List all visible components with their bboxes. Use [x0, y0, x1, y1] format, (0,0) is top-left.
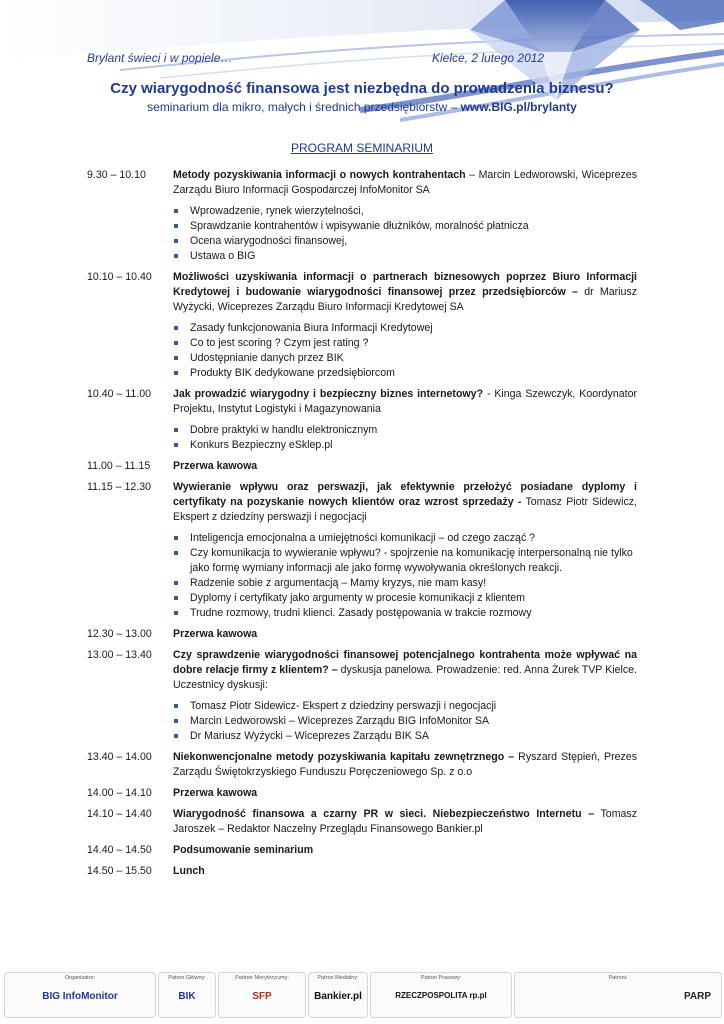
bullet-item: Sprawdzanie kontrahentów i wpisywanie dłużników, moralność płatnicza	[173, 219, 637, 234]
agenda-time: 14.50 – 15.50	[87, 865, 152, 877]
sponsor-footer	[0, 962, 724, 1024]
bullet-item: Dyplomy i certyfikaty jako argumenty w procesie komunikacji z klientem	[173, 591, 637, 606]
agenda-topic: Metody pozyskiwania informacji o nowych kontrahentach	[173, 169, 466, 181]
agenda-speaker: - Kinga Szewczyk, Koordynator Projektu, Instytut Logistyki i Magazynowania	[173, 388, 637, 415]
program-heading: PROGRAM SEMINARIUM	[290, 141, 433, 155]
agenda-time: 11.15 – 12.30	[87, 481, 152, 493]
header-tagline: Brylant świeci i w popiele…	[87, 51, 233, 65]
agenda-bullets	[173, 531, 637, 621]
agenda-speaker: Tomasz Piotr Sidewicz, Ekspert z dziedziny perswazji i negocjacji	[173, 496, 637, 523]
bullet-item: Udostępnianie danych przez BIK	[173, 351, 637, 366]
agenda-row	[87, 648, 637, 693]
agenda-description	[173, 459, 637, 474]
bullet-item: Czy komunikacja to wywieranie wpływu? - spojrzenie na komunikację interpersonalną nie tylko jako formę wymiany informacji ale jako formę wywoływania określonych reakcji.	[173, 546, 637, 576]
organizer-label: Organizator:	[64, 975, 96, 981]
organizer-box	[4, 972, 156, 1018]
agenda-topic: Wiarygodność finansowa a czarny PR w sieci. Niebezpieczeństwo Internetu –	[173, 808, 595, 820]
merit-partner-box	[218, 972, 306, 1018]
agenda-time: 13.00 – 13.40	[87, 649, 152, 661]
agenda-row	[87, 864, 637, 879]
agenda-description	[173, 843, 637, 858]
bullet-item: Trudne rozmowy, trudni klienci. Zasady postępowania w trakcie rozmowy	[173, 606, 637, 621]
bullet-item: Dr Mariusz Wyżycki – Wiceprezes Zarządu BIK SA	[173, 729, 637, 744]
gold-patron-logo: BIK	[178, 991, 196, 1002]
bullet-item: Inteligencja emocjonalna a umiejętności komunikacji – od czego zacząć ?	[173, 531, 637, 546]
page-title: Czy wiarygodność finansowa jest niezbędna do prowadzenia biznesu?	[110, 80, 614, 97]
gold-patron-label: Patron Główny:	[168, 975, 206, 981]
agenda-description	[173, 807, 637, 837]
agenda-description	[173, 168, 637, 198]
agenda-bullets	[173, 321, 637, 381]
agenda-topic: Przerwa kawowa	[173, 460, 258, 472]
agenda-description	[173, 786, 637, 801]
agenda-time: 14.40 – 14.50	[87, 844, 152, 856]
agenda-row	[87, 387, 637, 417]
subtitle-link[interactable]: www.BIG.pl/brylanty	[460, 100, 577, 114]
agenda-row	[87, 750, 637, 780]
media-patron-box	[308, 972, 368, 1018]
agenda-topic: Niekonwencjonalne metody pozyskiwania kapitału zewnętrznego –	[173, 751, 515, 763]
agenda-speaker: Tomasz Jaroszek – Redaktor Naczelny Przeglądu Finansowego Bankier.pl	[173, 808, 638, 835]
agenda-description	[173, 627, 637, 642]
merit-partner-label: Partner Merytoryczny:	[235, 975, 289, 981]
agenda-row	[87, 786, 637, 801]
agenda-bullets	[173, 423, 637, 453]
agenda-topic: Przerwa kawowa	[173, 628, 258, 640]
bullet-item: Ocena wiarygodności finansowej,	[173, 234, 637, 249]
agenda-description	[173, 864, 637, 879]
bullet-item: Marcin Ledworowski – Wiceprezes Zarządu BIG InfoMonitor SA	[173, 714, 637, 729]
agenda-bullets	[173, 204, 637, 264]
agenda-topic: Czy sprawdzenie wiarygodności finansowej potencjalnego kontrahenta może wpływać na dobre relacje firmy z klientem? –	[173, 649, 637, 676]
agenda-row	[87, 480, 637, 525]
patrons-box	[514, 972, 722, 1018]
press-patron-logo: RZECZPOSPOLITA rp.pl	[395, 991, 487, 1000]
agenda-topic: Przerwa kawowa	[173, 787, 258, 799]
organizer-logo: BIG InfoMonitor	[42, 991, 118, 1002]
patrons-logo: PARP	[683, 991, 711, 1002]
agenda-row	[87, 270, 637, 315]
agenda-time: 9.30 – 10.10	[87, 169, 146, 181]
agenda-time: 10.10 – 10.40	[87, 271, 152, 283]
media-patron-logo: Bankier.pl	[314, 991, 362, 1002]
agenda-topic: Możliwości uzyskiwania informacji o partnerach biznesowych poprzez Biuro Informacji Kredytowej i budowanie wiarygodności finansowej przez przedsiębiorców –	[173, 271, 637, 298]
agenda-time: 14.00 – 14.10	[87, 787, 152, 799]
agenda-topic: Wywieranie wpływu oraz perswazji, jak efektywnie przełożyć posiadane dyplomy i certyfikaty na pozyskanie nowych klientów oraz wzrost sprzedaży -	[173, 481, 637, 508]
media-patron-label: Patron Medialny:	[317, 975, 359, 981]
bullet-item: Ustawa o BIG	[173, 249, 637, 264]
agenda-row	[87, 459, 637, 474]
agenda-speaker: Ryszard Stępień, Prezes Zarządu Świętokrzyskiego Funduszu Poręczeniowego Sp. z o.o	[173, 751, 637, 778]
bullet-item: Konkurs Bezpieczny eSklep.pl	[173, 438, 637, 453]
press-patron-box	[370, 972, 512, 1018]
agenda-topic: Podsumowanie seminarium	[173, 844, 314, 856]
agenda-description	[173, 270, 637, 315]
agenda-time: 13.40 – 14.00	[87, 751, 152, 763]
merit-partner-logo: SFP	[252, 991, 272, 1002]
agenda-speaker: – Marcin Ledworowski, Wiceprezes Zarządu Biuro Informacji Gospodarczej InfoMonitor SA	[173, 169, 637, 196]
agenda-time: 11.00 – 11.15	[87, 460, 151, 472]
header-date: Kielce, 2 lutego 2012	[432, 51, 545, 65]
gold-patron-box	[158, 972, 216, 1018]
bullet-item: Zasady funkcjonowania Biura Informacji Kredytowej	[173, 321, 637, 336]
agenda-description	[173, 387, 637, 417]
agenda-speaker: dr Mariusz Wyżycki, Wiceprezes Zarządu Biuro Informacji Kredytowej SA	[173, 286, 637, 313]
agenda-time: 10.40 – 11.00	[87, 388, 152, 400]
agenda-topic: Lunch	[173, 865, 205, 877]
press-patron-label: Patron Prasowy:	[420, 975, 462, 981]
agenda	[87, 168, 637, 885]
agenda-speaker: dyskusja panelowa. Prowadzenie: red. Anna Żurek TVP Kielce. Uczestnicy dyskusji:	[173, 664, 637, 691]
agenda-description	[173, 648, 637, 693]
agenda-bullets	[173, 699, 637, 744]
bullet-item: Wprowadzenie, rynek wierzytelności,	[173, 204, 637, 219]
bullet-item: Dobre praktyki w handlu elektronicznym	[173, 423, 637, 438]
agenda-topic: Jak prowadzić wiarygodny i bezpieczny biznes internetowy?	[173, 388, 484, 400]
agenda-description	[173, 750, 637, 780]
agenda-time: 14.10 – 14.40	[87, 808, 152, 820]
subtitle-text: seminarium dla mikro, małych i średnich przedsiębiorstw –	[147, 100, 461, 114]
page-subtitle	[0, 100, 724, 114]
patrons-label: Patroni:	[608, 975, 628, 981]
bullet-item: Produkty BIK dedykowane przedsiębiorcom	[173, 366, 637, 381]
agenda-row	[87, 168, 637, 198]
agenda-row	[87, 627, 637, 642]
agenda-description	[173, 480, 637, 525]
bullet-item: Radzenie sobie z argumentacją – Mamy kryzys, nie mam kasy!	[173, 576, 637, 591]
bullet-item: Co to jest scoring ? Czym jest rating ?	[173, 336, 637, 351]
agenda-row	[87, 843, 637, 858]
agenda-time: 12.30 – 13.00	[87, 628, 152, 640]
bullet-item: Tomasz Piotr Sidewicz- Ekspert z dziedziny perswazji i negocjacji	[173, 699, 637, 714]
agenda-row	[87, 807, 637, 837]
